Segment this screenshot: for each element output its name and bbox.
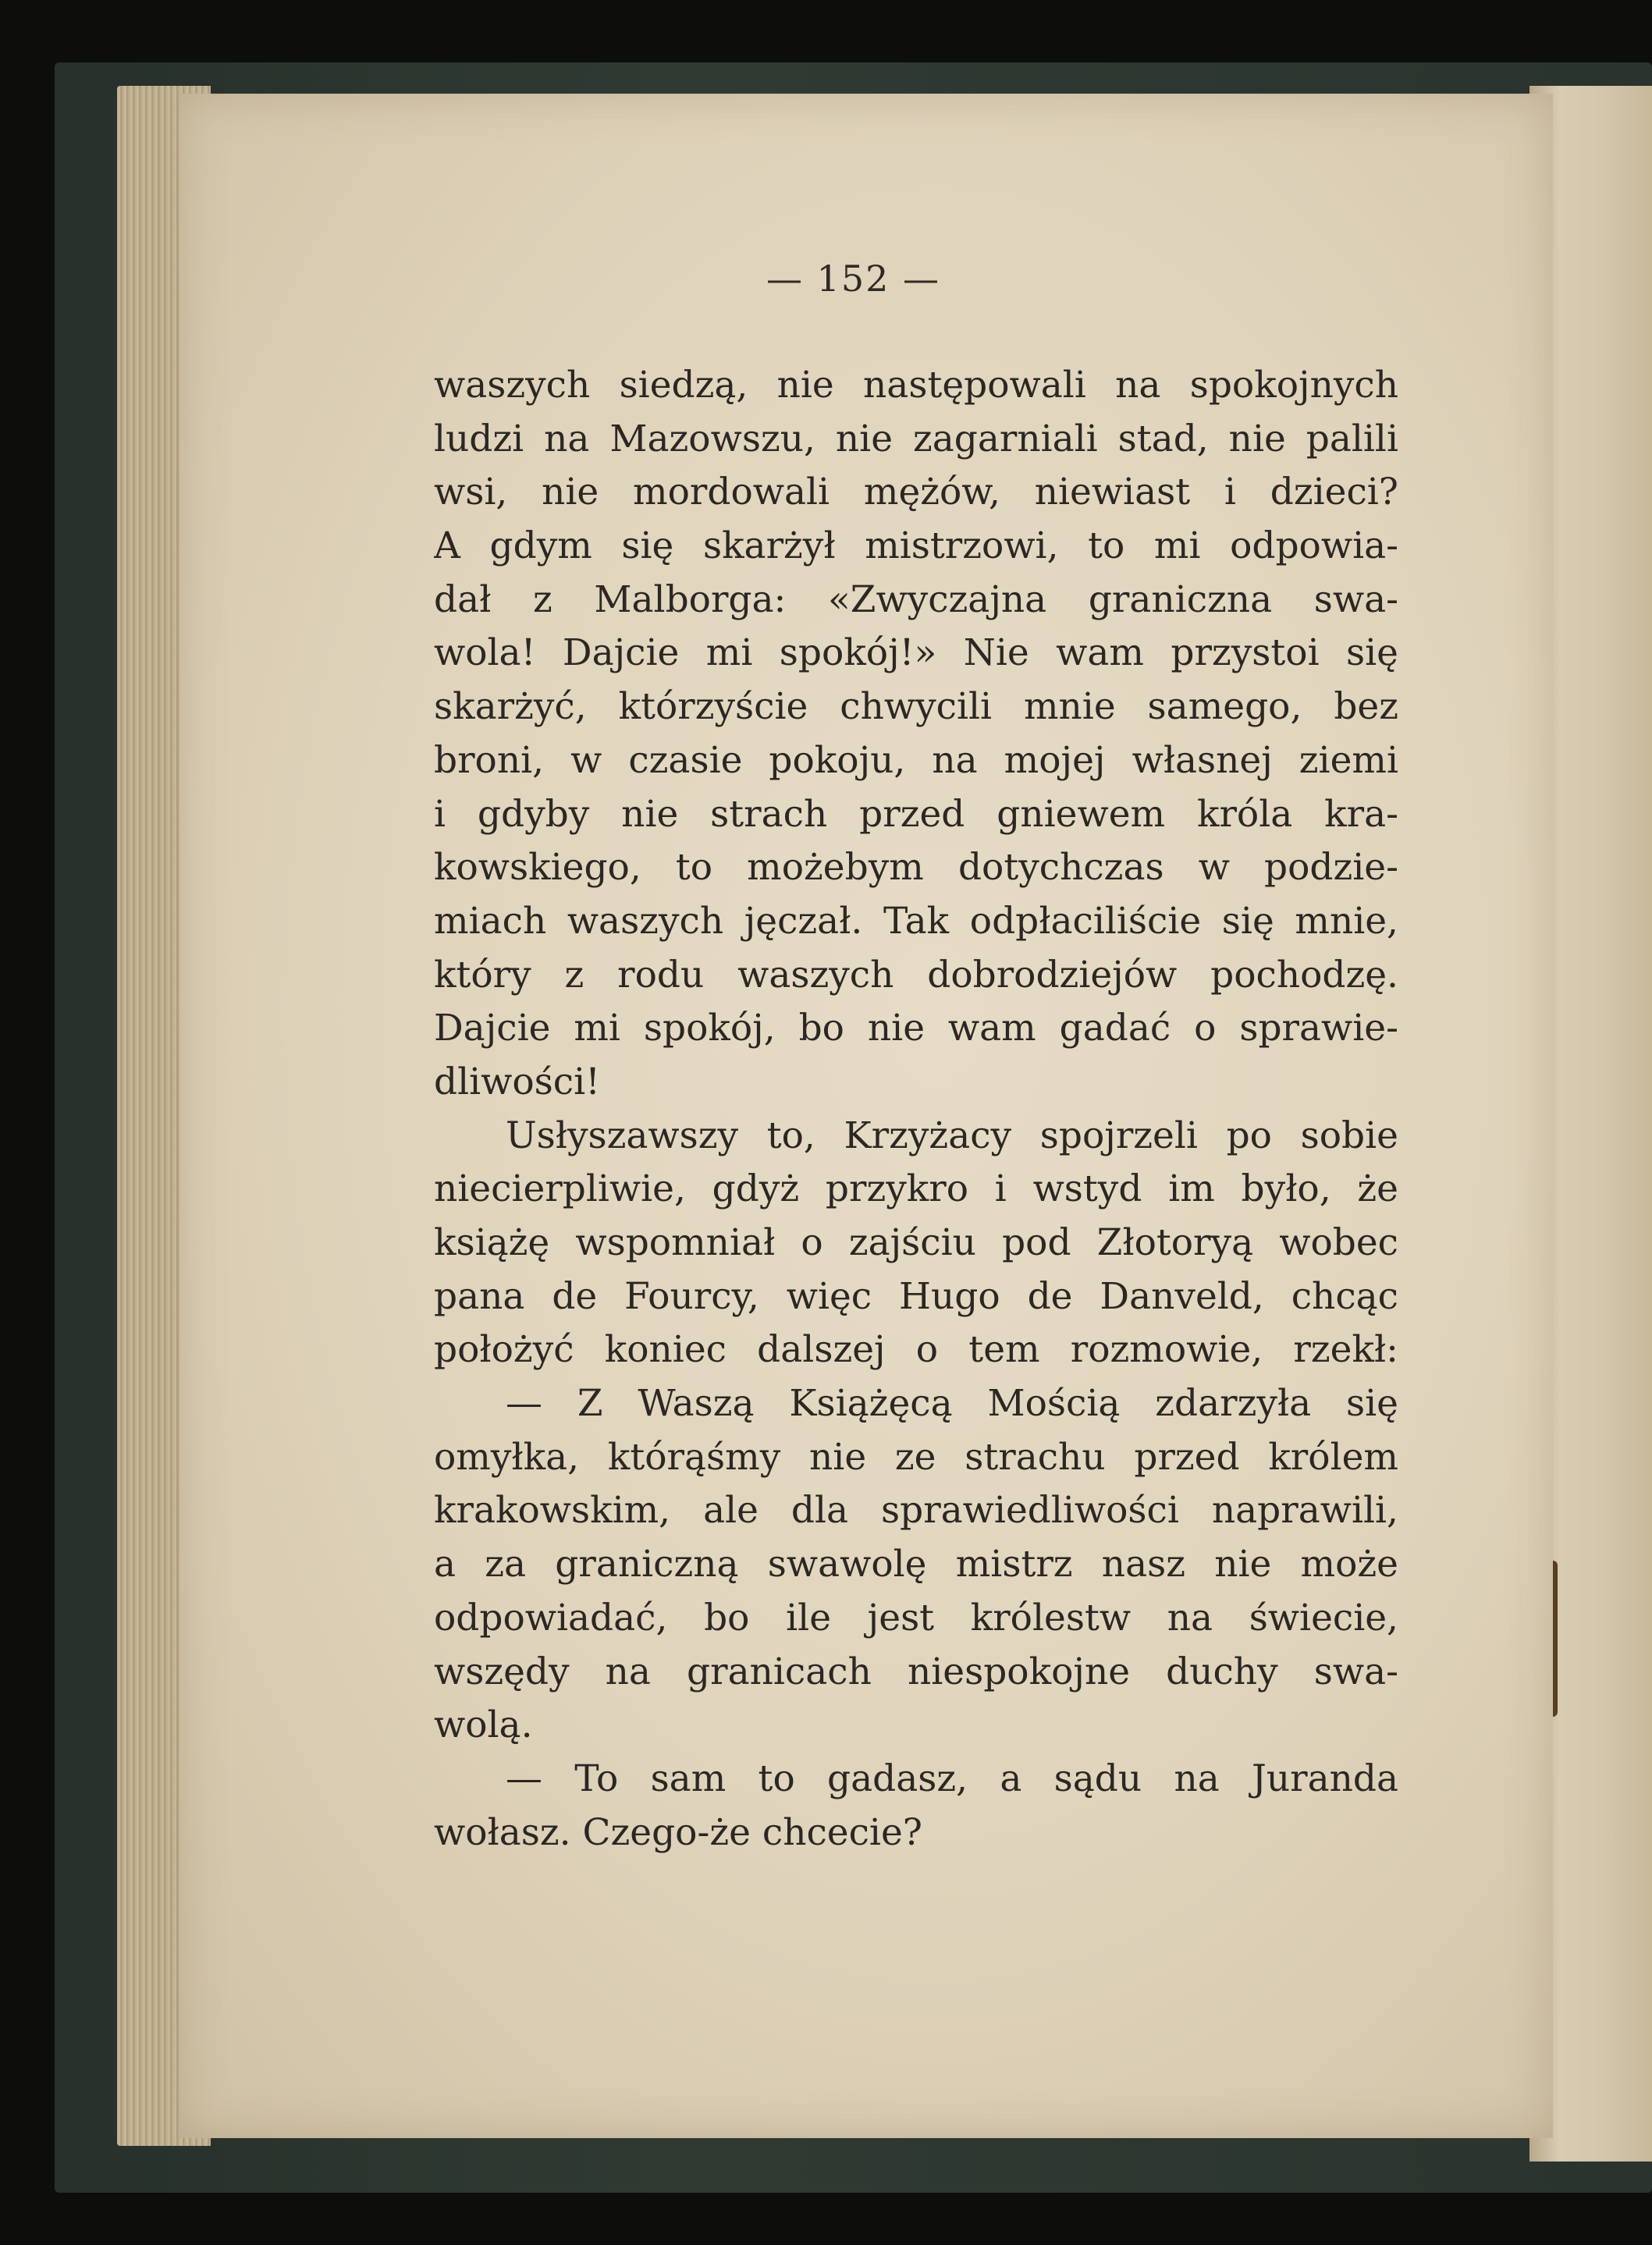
page-number: — 152 — <box>766 258 941 300</box>
text-line: — To sam to gadasz, a sądu na Juranda <box>506 1757 1398 1800</box>
text-line: pana de Fourcy, więc Hugo de Danveld, chcąc <box>434 1274 1398 1318</box>
text-line: odpowiadać, bo ile jest królestw na świecie, <box>434 1596 1398 1639</box>
text-line: krakowskim, ale dla sprawiedliwości naprawili, <box>434 1489 1398 1533</box>
text-line: omyłka, którąśmy nie ze strachu przed królem <box>434 1435 1398 1479</box>
text-line: dał z Malborga: «Zwyczajna graniczna swa- <box>434 577 1398 621</box>
text-line: wszędy na granicach niespokojne duchy swa- <box>434 1650 1398 1693</box>
text-line: wsi, nie mordowali mężów, niewiast i dzieci? <box>434 471 1398 514</box>
text-line: i gdyby nie strach przed gniewem króla kra- <box>434 792 1398 836</box>
text-line: wola! Dajcie mi spokój!» Nie wam przystoi się <box>434 631 1398 675</box>
text-line: wolą. <box>434 1703 533 1747</box>
text-line: który z rodu waszych dobrodziejów pochodzę. <box>434 953 1398 996</box>
text-line: Usłyszawszy to, Krzyżacy spojrzeli po sobie <box>506 1114 1398 1157</box>
text-line: miach waszych jęczał. Tak odpłaciliście się mnie, <box>434 899 1398 943</box>
text-line: kowskiego, to możebym dotychczas w podzie- <box>434 846 1398 890</box>
text-line: dliwości! <box>434 1060 601 1103</box>
text-line: broni, w czasie pokoju, na mojej własnej ziemi <box>434 738 1398 782</box>
text-line: waszych siedzą, nie następowali na spokojnych <box>434 364 1398 407</box>
text-line: niecierpliwie, gdyż przykro i wstyd im było, że <box>434 1167 1398 1211</box>
text-line: ludzi na Mazowszu, nie zagarniali stad, nie palili <box>434 417 1398 460</box>
text-line: książę wspomniał o zajściu pod Złotoryą wobec <box>434 1221 1398 1264</box>
text-line: a za graniczną swawolę mistrz nasz nie może <box>434 1543 1398 1586</box>
text-line: — Z Waszą Książęcą Mością zdarzyła się <box>506 1382 1398 1426</box>
text-line: wołasz. Czego-że chcecie? <box>434 1810 922 1854</box>
text-line: A gdym się skarżył mistrzowi, to mi odpowia- <box>434 524 1398 568</box>
text-line: skarżyć, którzyście chwycili mnie samego, bez <box>434 685 1398 729</box>
text-line: położyć koniec dalszej o tem rozmowie, rzekł: <box>434 1328 1398 1372</box>
body-text <box>434 359 1398 1860</box>
text-line: Dajcie mi spokój, bo nie wam gadać o sprawie- <box>434 1007 1398 1050</box>
